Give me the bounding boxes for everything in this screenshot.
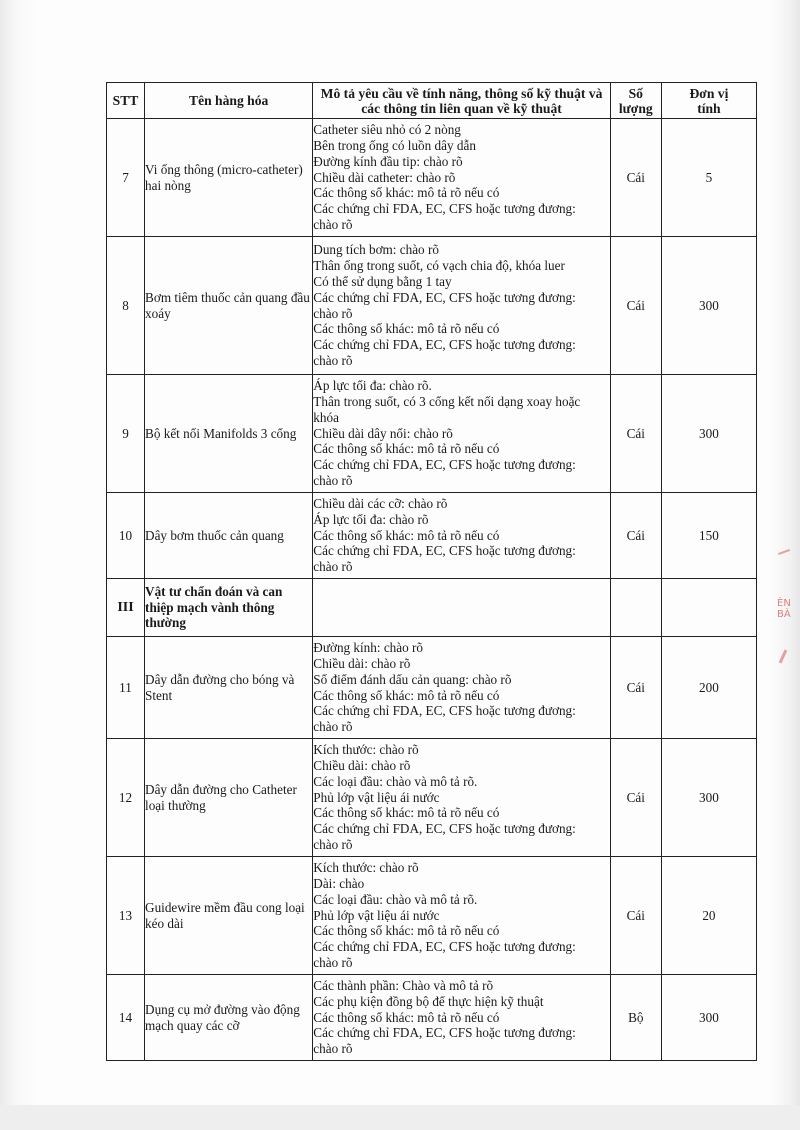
- item-description: [313, 637, 610, 739]
- item-unit-of-measure: Cái: [610, 493, 661, 579]
- description-line: Các loại đầu: chào và mô tả rõ.: [313, 773, 478, 789]
- margin-stamp-line: ÈN: [777, 598, 791, 609]
- description-line: Bên trong ống có luồn dây dẫn: [313, 138, 476, 153]
- item-unit-of-measure: Cái: [610, 739, 661, 857]
- item-quantity: 300: [661, 975, 756, 1061]
- header-stt: STT: [107, 83, 145, 119]
- item-name: Vi ống thông (micro-catheter) hai nòng: [145, 119, 313, 237]
- description-line: Kích thước: chào rõ: [313, 860, 419, 876]
- description-line: Catheter siêu nhỏ có 2 nòng: [313, 122, 461, 138]
- description-line: Các chứng chỉ FDA, EC, CFS hoặc tương đương:: [313, 201, 576, 217]
- header-unit-line: Đơn vị: [689, 85, 729, 101]
- item-quantity: 300: [661, 375, 756, 493]
- item-description: [313, 119, 610, 237]
- header-description-line: Mô tả yêu cầu về tính năng, thông số kỹ thuật và: [320, 85, 603, 101]
- margin-stamp-fragment: [777, 598, 791, 620]
- table-row: [107, 493, 757, 579]
- description-line: chào rõ: [313, 472, 353, 488]
- row-number: 12: [107, 739, 145, 857]
- item-description: [313, 975, 610, 1061]
- description-line: Các chứng chỉ FDA, EC, CFS hoặc tương đương:: [313, 821, 576, 837]
- description-line: Dài: chào: [313, 876, 365, 891]
- section-number: III: [107, 579, 145, 637]
- item-name: Bơm tiêm thuốc cản quang đầu xoáy: [145, 237, 313, 375]
- table-row: [107, 375, 757, 493]
- item-name: Dây dẫn đường cho bóng và Stent: [145, 637, 313, 739]
- description-line: chào rõ: [313, 1041, 353, 1057]
- table-row: [107, 975, 757, 1061]
- row-number: 14: [107, 975, 145, 1061]
- section-title: Vật tư chẩn đoán và can thiệp mạch vành thông thường: [145, 579, 313, 637]
- description-line: Áp lực tối đa: chào rõ: [313, 511, 429, 527]
- description-line: Dung tích bơm: chào rõ: [313, 242, 439, 258]
- description-line: Các chứng chỉ FDA, EC, CFS hoặc tương đương:: [313, 457, 576, 473]
- description-line: Thân ống trong suốt, có vạch chia độ, khóa luer: [313, 258, 565, 274]
- item-unit-of-measure: Cái: [610, 857, 661, 975]
- scan-bottom-band: [0, 1105, 800, 1130]
- header-unit-line: tính: [697, 100, 721, 116]
- item-unit-of-measure: Cái: [610, 119, 661, 237]
- description-line: Chiều dài dây nối: chào rõ: [313, 425, 453, 441]
- item-description: [313, 493, 610, 579]
- item-quantity: 150: [661, 493, 756, 579]
- row-number: 8: [107, 237, 145, 375]
- description-line: Đường kính đầu tip: chào rõ: [313, 153, 463, 169]
- description-line: chào rõ: [313, 954, 353, 970]
- header-description-line: các thông tin liên quan về kỹ thuật: [361, 100, 562, 116]
- description-line: Các chứng chỉ FDA, EC, CFS hoặc tương đương:: [313, 703, 576, 719]
- description-line: Phủ lớp vật liệu ái nước: [313, 907, 440, 923]
- row-number: 13: [107, 857, 145, 975]
- description-line: Chiều dài các cỡ: chào rõ: [313, 496, 448, 511]
- item-description: [313, 739, 610, 857]
- item-quantity: 20: [661, 857, 756, 975]
- description-line: Đường kính: chào rõ: [313, 640, 424, 656]
- header-quantity: [610, 83, 661, 119]
- description-line: Các phụ kiện đồng bộ để thực hiện kỹ thuật: [313, 993, 544, 1009]
- header-quantity-line: lượng: [618, 100, 653, 116]
- row-number: 7: [107, 119, 145, 237]
- description-line: Các chứng chỉ FDA, EC, CFS hoặc tương đương:: [313, 337, 576, 353]
- item-description: [313, 375, 610, 493]
- section-empty-cell: [313, 579, 610, 637]
- description-line: Chiều dài catheter: chào rõ: [313, 169, 456, 185]
- item-unit-of-measure: Bộ: [610, 975, 661, 1061]
- item-unit-of-measure: Cái: [610, 637, 661, 739]
- description-line: Các chứng chỉ FDA, EC, CFS hoặc tương đương:: [313, 939, 576, 955]
- table-row: [107, 857, 757, 975]
- description-line: Áp lực tối đa: chào rõ.: [313, 378, 432, 394]
- item-quantity: 5: [661, 119, 756, 237]
- item-quantity: 300: [661, 237, 756, 375]
- header-name: Tên hàng hóa: [145, 83, 313, 119]
- description-line: chào rõ: [313, 559, 353, 575]
- description-line: Số điểm đánh dấu cản quang: chào rõ: [313, 671, 512, 687]
- description-line: chào rõ: [313, 836, 353, 852]
- description-line: Các thông số khác: mô tả rõ nếu có: [313, 441, 500, 457]
- description-line: Các thông số khác: mô tả rõ nếu có: [313, 527, 500, 543]
- item-quantity: 200: [661, 637, 756, 739]
- item-name: Dây dẫn đường cho Catheter loại thường: [145, 739, 313, 857]
- description-line: chào rõ: [313, 352, 353, 368]
- description-line: Các thông số khác: mô tả rõ nếu có: [313, 321, 500, 337]
- section-empty-cell: [610, 579, 661, 637]
- description-line: Các thông số khác: mô tả rõ nếu có: [313, 687, 500, 703]
- description-line: chào rõ: [313, 719, 353, 735]
- description-line: Các thông số khác: mô tả rõ nếu có: [313, 185, 500, 201]
- description-line: Chiều dài: chào rõ: [313, 758, 411, 773]
- description-line: Các loại đầu: chào và mô tả rõ.: [313, 891, 478, 907]
- description-line: Các chứng chỉ FDA, EC, CFS hoặc tương đương:: [313, 289, 576, 305]
- description-line: Các thông số khác: mô tả rõ nếu có: [313, 805, 500, 821]
- table-row: [107, 739, 757, 857]
- description-line: Kích thước: chào rõ: [313, 742, 419, 758]
- table-row: [107, 237, 757, 375]
- table-row: [107, 119, 757, 237]
- description-line: Các thông số khác: mô tả rõ nếu có: [313, 923, 500, 939]
- item-unit-of-measure: Cái: [610, 375, 661, 493]
- section-row: [107, 579, 757, 637]
- specification-table: [106, 82, 757, 1061]
- table-row: [107, 637, 757, 739]
- item-name: Dây bơm thuốc cản quang: [145, 493, 313, 579]
- section-empty-cell: [661, 579, 756, 637]
- margin-stamp-line: BÀ: [777, 609, 791, 620]
- item-name: Guidewire mềm đầu cong loại kéo dài: [145, 857, 313, 975]
- description-line: Chiều dài: chào rõ: [313, 655, 411, 671]
- item-name: Bộ kết nối Manifolds 3 cổng: [145, 375, 313, 493]
- description-line: Các chứng chỉ FDA, EC, CFS hoặc tương đương:: [313, 1025, 576, 1041]
- description-line: Các thông số khác: mô tả rõ nếu có: [313, 1009, 500, 1025]
- item-quantity: 300: [661, 739, 756, 857]
- description-line: chào rõ: [313, 305, 353, 321]
- table-header-row: [107, 83, 757, 119]
- description-line: chào rõ: [313, 216, 353, 232]
- description-line: Phủ lớp vật liệu ái nước: [313, 789, 440, 805]
- item-name: Dụng cụ mở đường vào động mạch quay các cỡ: [145, 975, 313, 1061]
- description-line: Các chứng chỉ FDA, EC, CFS hoặc tương đương:: [313, 543, 576, 559]
- row-number: 11: [107, 637, 145, 739]
- description-line: Các thành phần: Chào và mô tả rõ: [313, 978, 494, 993]
- description-line: khóa: [313, 409, 339, 425]
- header-description: [313, 83, 610, 119]
- item-description: [313, 237, 610, 375]
- item-description: [313, 857, 610, 975]
- description-line: Có thể sử dụng bằng 1 tay: [313, 273, 452, 289]
- header-unit: [661, 83, 756, 119]
- header-quantity-line: Số: [628, 85, 643, 101]
- row-number: 10: [107, 493, 145, 579]
- description-line: Thân trong suốt, có 3 cổng kết nối dạng xoay hoặc: [313, 394, 581, 409]
- row-number: 9: [107, 375, 145, 493]
- item-unit-of-measure: Cái: [610, 237, 661, 375]
